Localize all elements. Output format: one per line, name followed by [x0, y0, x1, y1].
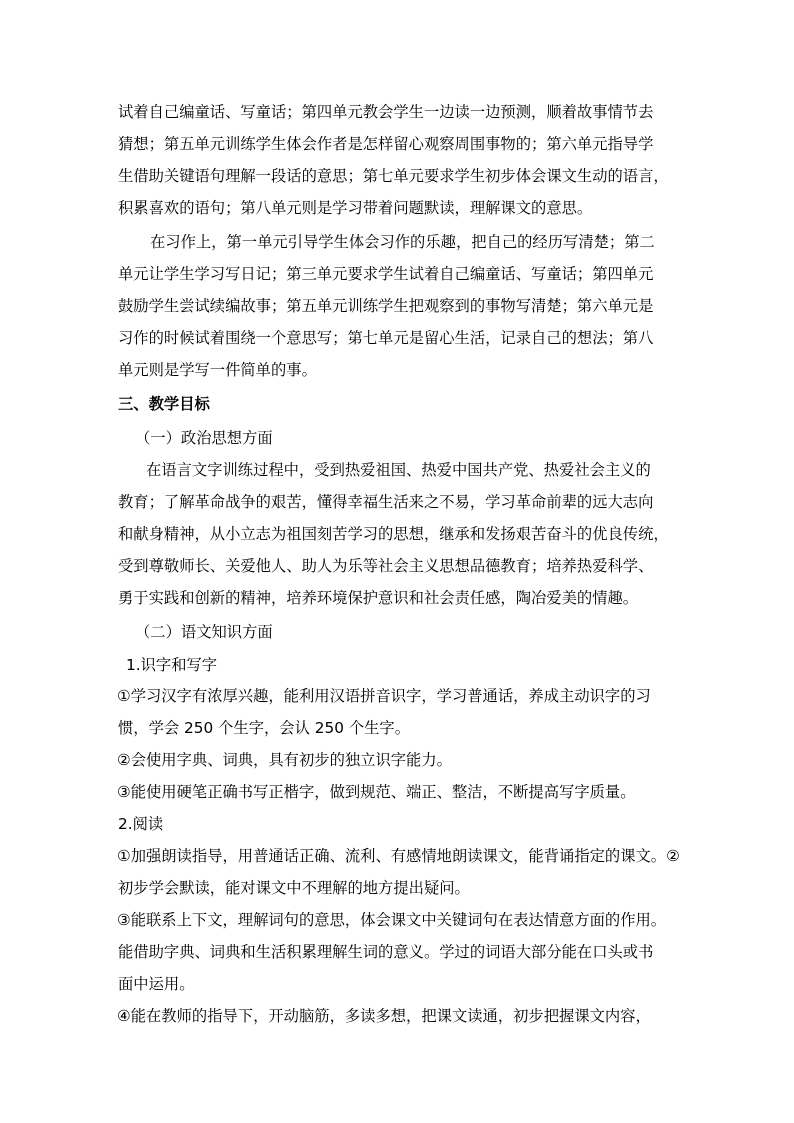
subsection-heading: （二）语文知识方面	[135, 623, 273, 641]
paragraph-line: 单元让学生学习写日记；第三单元要求学生试着自己编童话、写童话；第四单元	[118, 265, 654, 283]
list-item: ①加强朗读指导，用普通话正确、流利、有感情地朗读课文，能背诵指定的课文。②	[117, 847, 680, 865]
paragraph-line: 和献身精神，从小立志为祖国刻苦学习的思想，继承和发扬艰苦奋斗的优良传统，	[118, 525, 669, 543]
list-item: ②会使用字典、词典，具有初步的独立识字能力。	[117, 751, 452, 769]
paragraph-line: 猜想；第五单元训练学生体会作者是怎样留心观察周围事物的；第六单元指导学	[118, 135, 654, 153]
list-item: ③能联系上下文，理解词句的意思，体会课文中关键词句在表达情意方面的作用。	[117, 911, 667, 929]
list-item: ③能使用硬笔正确书写正楷字，做到规范、端正、整洁，不断提高写字质量。	[117, 783, 636, 801]
list-item: 初步学会默读，能对课文中不理解的地方提出疑问。	[118, 879, 470, 897]
paragraph-line: 在习作上，第一单元引导学生体会习作的乐趣，把自己的经历写清楚；第二	[150, 233, 655, 251]
item-heading: 2.阅读	[118, 815, 164, 833]
paragraph-line: 勇于实践和创新的精神，培养环境保护意识和社会责任感，陶冶爱美的情趣。	[118, 589, 639, 607]
paragraph-line: 积累喜欢的语句；第八单元则是学习带着问题默读，理解课文的意思。	[118, 199, 593, 217]
paragraph-line: 习作的时候试着围绕一个意思写；第七单元是留心生活，记录自己的想法；第八	[118, 329, 654, 347]
paragraph-line: 单元则是学写一件简单的事。	[118, 361, 317, 379]
paragraph-line: 生借助关键语句理解一段话的意思；第七单元要求学生初步体会课文生动的语言，	[118, 167, 669, 185]
paragraph-line: 鼓励学生尝试续编故事；第五单元训练学生把观察到的事物写清楚；第六单元是	[118, 297, 654, 315]
list-item: 惯，学会 250 个生字，会认 250 个生字。	[118, 719, 411, 737]
paragraph-line: 受到尊敬师长、关爱他人、助人为乐等社会主义思想品德教育；培养热爱科学、	[118, 557, 654, 575]
paragraph-line: 在语言文字训练过程中，受到热爱祖国、热爱中国共产党、热爱社会主义的	[146, 461, 651, 479]
paragraph-line: 试着自己编童话、写童话；第四单元教会学生一边读一边预测，顺着故事情节去	[118, 103, 654, 121]
paragraph-line: 教育；了解革命战争的艰苦，懂得幸福生活来之不易，学习革命前辈的远大志向	[118, 493, 654, 511]
list-item: ①学习汉字有浓厚兴趣，能利用汉语拼音识字，学习普通话，养成主动识字的习	[117, 687, 651, 705]
item-heading: 1.识字和写字	[126, 656, 218, 674]
list-item: 能借助字典、词典和生活积累理解生词的意义。学过的词语大部分能在口头或书	[118, 943, 654, 961]
list-item: ④能在教师的指导下，开动脑筋，多读多想，把课文读通，初步把握课文内容，	[117, 1007, 651, 1025]
subsection-heading: （一）政治思想方面	[135, 429, 273, 447]
list-item: 面中运用。	[118, 975, 195, 993]
section-heading: 三、教学目标	[118, 395, 210, 413]
